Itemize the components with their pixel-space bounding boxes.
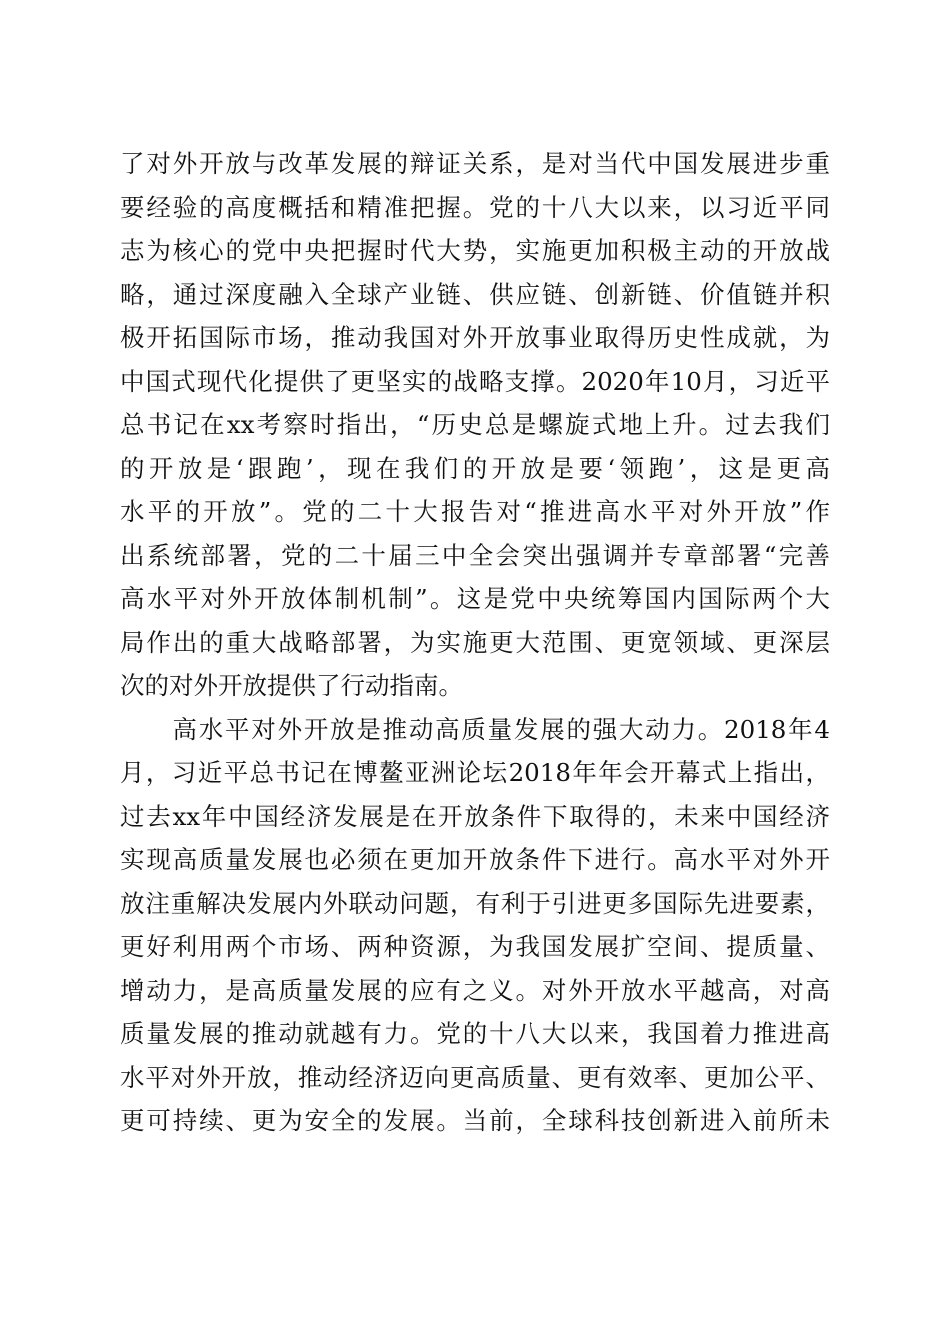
text-line: 高水平对外开放体制机制”。这是党中央统筹国内国际两个大 [120, 584, 830, 613]
text-line: 略，通过深度融入全球产业链、供应链、创新链、价值链并积 [120, 279, 830, 309]
text-line: 了对外开放与改革发展的辩证关系，是对当代中国发展进步重 [120, 149, 830, 178]
text-line: 更好利用两个市场、两种资源，为我国发展扩空间、提质量、 [120, 932, 830, 961]
text-line: 更可持续、更为安全的发展。当前，全球科技创新进入前所未 [120, 1106, 830, 1135]
text-line: 出系统部署，党的二十届三中全会突出强调并专章部署“完善 [120, 540, 830, 570]
text-line: 极开拓国际市场，推动我国对外开放事业取得历史性成就，为 [120, 323, 830, 352]
text-line: 增动力，是高质量发展的应有之义。对外开放水平越高，对高 [120, 975, 830, 1005]
text-line: 过去xx年中国经济发展是在开放条件下取得的，未来中国经济 [120, 801, 830, 831]
text-line: 中国式现代化提供了更坚实的战略支撑。2020年10月，习近平 [120, 366, 830, 396]
text-line: 放注重解决发展内外联动问题，有利于引进更多国际先进要素， [120, 888, 830, 918]
text-line: 要经验的高度概括和精准把握。党的十八大以来，以习近平同 [120, 192, 830, 222]
body-text [120, 142, 830, 1143]
text-line: 次的对外开放提供了行动指南。 [120, 671, 463, 700]
text-line: 水平的开放”。党的二十大报告对“推进高水平对外开放”作 [120, 497, 830, 526]
text-line: 实现高质量发展也必须在更加开放条件下进行。高水平对外开 [120, 845, 830, 874]
text-line: 的开放是‘跟跑’，现在我们的开放是要‘领跑’，这是更高 [120, 453, 830, 483]
paragraph-start-line: 高水平对外开放是推动高质量发展的强大动力。2018年4 [120, 714, 830, 744]
text-line: 志为核心的党中央把握时代大势，实施更加积极主动的开放战 [120, 236, 830, 265]
text-line: 月，习近平总书记在博鳌亚洲论坛2018年年会开幕式上指出， [120, 758, 830, 787]
text-line: 质量发展的推动就越有力。党的十八大以来，我国着力推进高 [120, 1019, 830, 1048]
text-line: 总书记在xx考察时指出，“历史总是螺旋式地上升。过去我们 [120, 410, 830, 439]
text-line: 水平对外开放，推动经济迈向更高质量、更有效率、更加公平、 [120, 1062, 830, 1092]
text-line: 局作出的重大战略部署，为实施更大范围、更宽领域、更深层 [120, 627, 830, 657]
